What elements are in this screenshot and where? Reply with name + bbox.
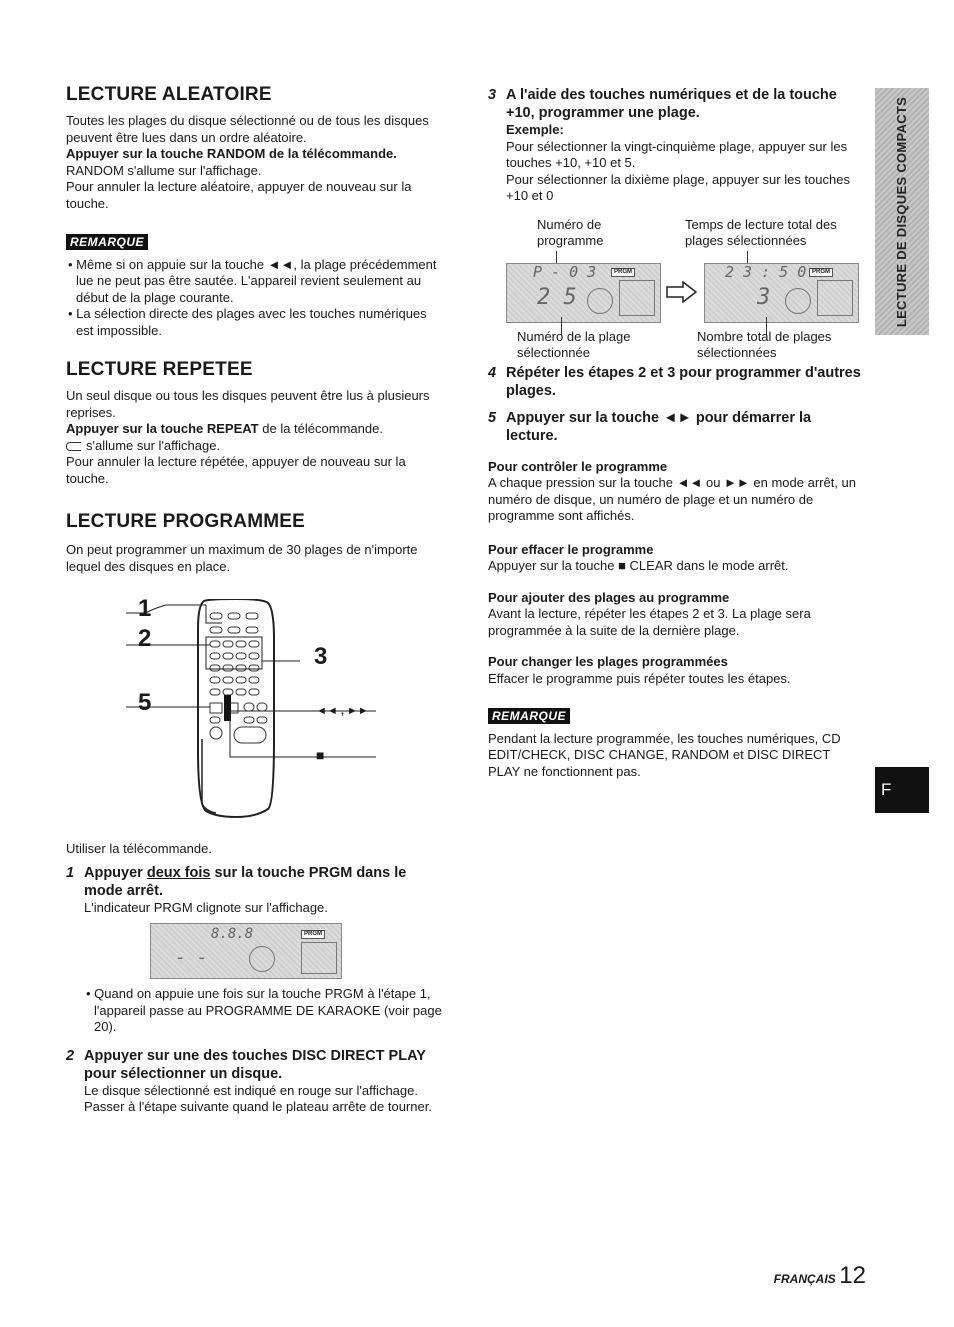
left-column: [66, 84, 443, 1116]
repetee-status: s'allume sur l'affichage.: [66, 438, 443, 455]
callout-3: 3: [314, 643, 328, 670]
exemple-p1: Pour sélectionner la vingt-cinquième plage, appuyer sur les touches +10, +10 et 5.: [506, 138, 848, 170]
callout-stop: ■: [316, 747, 325, 763]
step-1-heading: 1 Appuyer deux fois sur la touche PRGM dans le mode arrêt.: [66, 864, 407, 899]
callout-2: 2: [138, 625, 152, 652]
programmee-intro: On peut programmer un maximum de 30 plages de n'importe lequel des disques en place.: [66, 542, 418, 574]
track-grid-icon: [619, 280, 655, 316]
ajouter-text: Avant la lecture, répéter les étapes 2 et 3. La plage sera programmée à la suite de la dernière plage.: [488, 606, 811, 638]
disc-icon: [587, 288, 613, 314]
label-nombre-total: Nombre total de plages sélectionnées: [697, 328, 832, 360]
repetee-instruction: Appuyer sur la touche REPEAT de la télécommande.: [66, 421, 383, 436]
exemple-p2: Pour sélectionner la dixième plage, appuyer sur les touches +10 et 0: [506, 171, 850, 203]
changer-text: Effacer le programme puis répéter toutes les étapes.: [488, 670, 791, 686]
aleatoire-intro: Toutes les plages du disque sélectionné ou de tous les disques peuvent être lues dans un ordre aléatoire.: [66, 113, 429, 145]
controler-text: A chaque pression sur la touche ◄◄ ou ►► en mode arrêt, un numéro de disque, un numéro de plage et un numéro de programme sont affichés.: [488, 475, 856, 523]
aleatoire-instruction: Appuyer sur la touche RANDOM de la télécommande.: [66, 146, 397, 161]
step-2-desc-1: Le disque sélectionné est indiqué en rouge sur l'affichage.: [84, 1082, 418, 1098]
remote-control-icon: [126, 595, 446, 829]
heading-lecture-programmee: LECTURE PROGRAMMEE: [66, 511, 305, 532]
page-number: 12: [839, 1262, 866, 1289]
label-numero-programme: Numéro de programme: [537, 216, 604, 248]
remarque-text: Pendant la lecture programmée, les touches numériques, CD EDIT/CHECK, DISC CHANGE, RANDOM et DISC DIRECT PLAY ne fonctionnent pas.: [488, 730, 841, 779]
step-4-heading: 4 Répéter les étapes 2 et 3 pour programmer d'autres plages.: [488, 364, 861, 399]
disc-icon: [249, 946, 275, 972]
repetee-cancel: Pour annuler la lecture répétée, appuyer de nouveau sur la touche.: [66, 454, 406, 486]
language-tab: F: [875, 767, 929, 813]
arrow-right-icon: [666, 281, 698, 303]
heading-lecture-aleatoire: LECTURE ALEATOIRE: [66, 84, 272, 105]
remarque-badge: REMARQUE: [66, 234, 148, 250]
disc-icon: [785, 288, 811, 314]
step-5-heading: 5 Appuyer sur la touche ◄► pour démarrer la lecture.: [488, 409, 812, 444]
ajouter-heading: Pour ajouter des plages au programme: [488, 589, 730, 605]
repetee-intro: Un seul disque ou tous les disques peuvent être lus à plusieurs reprises.: [66, 388, 430, 420]
step-2-heading: 2 Appuyer sur une des touches DISC DIRECT PLAY pour sélectionner un disque.: [66, 1047, 426, 1082]
heading-lecture-repetee: LECTURE REPETEE: [66, 359, 253, 380]
controler-heading: Pour contrôler le programme: [488, 458, 668, 474]
remarque-bullet: • La sélection directe des plages avec les touches numériques est impossible.: [68, 306, 427, 338]
step-3-heading: 3 A l'aide des touches numériques et de la touche +10, programmer une plage.: [488, 87, 837, 121]
remote-caption: Utiliser la télécommande.: [66, 841, 212, 856]
callout-skip: ◄◄ , ►►: [316, 705, 369, 717]
changer-heading: Pour changer les plages programmées: [488, 654, 728, 669]
remarque-bullet: • Même si on appuie sur la touche ◄◄, la plage précédemment lue ne peut pas être sautée. L'appareil revient seulement au début de la plage courante.: [68, 256, 437, 305]
callout-5: 5: [138, 689, 152, 716]
lcd-after: 2 3 : 5 0 3 PRGM: [704, 263, 859, 323]
aleatoire-cancel: Pour annuler la lecture aléatoire, appuyer de nouveau sur la touche.: [66, 179, 412, 211]
section-side-tab: LECTURE DE DISQUES COMPACTS: [875, 88, 929, 335]
remarque-badge: REMARQUE: [488, 708, 570, 724]
effacer-heading: Pour effacer le programme: [488, 541, 654, 557]
track-grid-icon: [301, 942, 337, 974]
step-1-desc: L'indicateur PRGM clignote sur l'affichage.: [84, 899, 328, 915]
aleatoire-status: RANDOM s'allume sur l'affichage.: [66, 162, 262, 178]
prgm-display-lcd: 8.8.8 - - PRGM: [150, 923, 342, 979]
page-footer: [773, 1262, 866, 1289]
footer-language: FRANÇAIS: [773, 1272, 836, 1286]
remarque-block-2: [488, 708, 864, 780]
step-2-desc-2: Passer à l'étape suivante quand le plateau arrête de tourner.: [84, 1099, 432, 1114]
exemple-label: Exemple:: [506, 122, 564, 137]
label-temps-total: Temps de lecture total des plages sélectionnées: [685, 216, 837, 248]
step-1-note: • Quand on appuie une fois sur la touche PRGM à l'étape 1, l'appareil passe au PROGRAMME DE KARAOKE (voir page 20).: [86, 986, 442, 1034]
right-column: [488, 86, 864, 780]
remarque-block-1: [66, 234, 443, 339]
prgm-indicator: PRGM: [301, 930, 325, 939]
callout-1: 1: [138, 595, 152, 622]
repeat-icon: [66, 442, 81, 451]
label-numero-plage: Numéro de la plage sélectionnée: [517, 328, 631, 360]
track-grid-icon: [817, 280, 853, 316]
effacer-text: Appuyer sur la touche ■ CLEAR dans le mode arrêt.: [488, 558, 789, 573]
program-display-diagram: [506, 217, 864, 362]
lcd-before: P - 0 3 2 5 PRGM: [506, 263, 661, 323]
remote-illustration: [66, 595, 443, 829]
prgm-indicator: PRGM: [611, 268, 635, 277]
prgm-indicator: PRGM: [809, 268, 833, 277]
